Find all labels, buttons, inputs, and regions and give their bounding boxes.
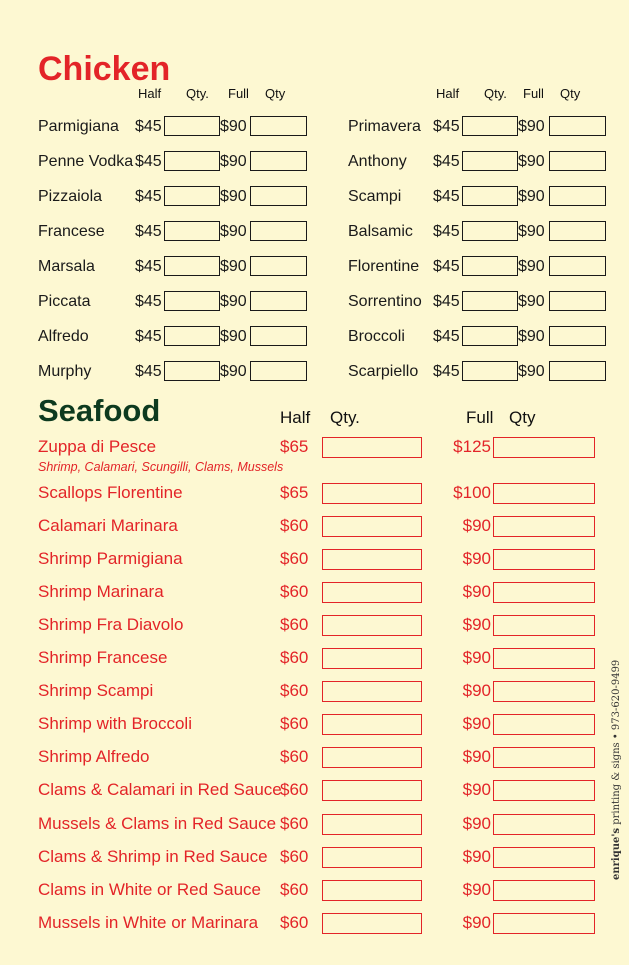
seafood-half-qty-box[interactable]	[322, 516, 422, 537]
chicken-full-qty-box[interactable]	[549, 221, 606, 241]
seafood-item-name: Shrimp Marinara	[38, 582, 164, 601]
chicken-header-full-right: Full	[523, 86, 544, 101]
chicken-half-price: $45	[433, 328, 460, 345]
chicken-item-name: Scampi	[348, 188, 402, 205]
chicken-item-name: Alfredo	[38, 328, 89, 345]
chicken-half-qty-box[interactable]	[462, 116, 518, 136]
printer-name: enrique's	[611, 827, 622, 880]
chicken-header-qty-right: Qty.	[484, 86, 507, 101]
chicken-half-price: $45	[433, 293, 460, 310]
seafood-item-name: Clams & Calamari in Red Sauce	[38, 780, 282, 799]
chicken-full-qty-box[interactable]	[549, 116, 606, 136]
chicken-item-name: Penne Vodka	[38, 153, 134, 170]
chicken-full-qty-box[interactable]	[549, 326, 606, 346]
seafood-header-qty: Qty.	[330, 408, 360, 427]
seafood-half-price: $60	[280, 549, 309, 568]
chicken-half-qty-box[interactable]	[462, 186, 518, 206]
chicken-full-price: $90	[220, 188, 247, 205]
seafood-full-price: $100	[453, 483, 491, 502]
chicken-half-price: $45	[135, 223, 162, 240]
seafood-full-price: $90	[462, 880, 491, 899]
seafood-full-qty-box[interactable]	[493, 880, 595, 901]
seafood-full-price: $90	[462, 516, 491, 535]
seafood-full-price: $90	[462, 747, 491, 766]
chicken-item-name: Scarpiello	[348, 363, 419, 380]
seafood-full-qty-box[interactable]	[493, 747, 595, 768]
chicken-item-name: Broccoli	[348, 328, 405, 345]
chicken-half-qty-box[interactable]	[164, 116, 220, 136]
seafood-full-qty-box[interactable]	[493, 780, 595, 801]
chicken-half-qty-box[interactable]	[164, 151, 220, 171]
seafood-full-price: $90	[462, 847, 491, 866]
chicken-item-name: Sorrentino	[348, 293, 422, 310]
seafood-half-qty-box[interactable]	[322, 483, 422, 504]
seafood-item-name: Clams in White or Red Sauce	[38, 880, 261, 899]
seafood-item-name: Mussels in White or Marinara	[38, 913, 259, 932]
chicken-full-qty-box[interactable]	[549, 256, 606, 276]
chicken-full-qty-box[interactable]	[549, 186, 606, 206]
chicken-half-price: $45	[135, 363, 162, 380]
seafood-full-qty-box[interactable]	[493, 582, 595, 603]
chicken-half-price: $45	[433, 258, 460, 275]
seafood-half-price: $60	[280, 681, 309, 700]
seafood-half-qty-box[interactable]	[322, 847, 422, 868]
seafood-full-qty-box[interactable]	[493, 814, 595, 835]
chicken-full-price: $90	[518, 188, 545, 205]
chicken-full-price: $90	[220, 118, 247, 135]
chicken-full-qty-box[interactable]	[549, 151, 606, 171]
chicken-half-qty-box[interactable]	[462, 151, 518, 171]
chicken-full-price: $90	[518, 363, 545, 380]
seafood-full-qty-box[interactable]	[493, 615, 595, 636]
seafood-full-qty-box[interactable]	[493, 714, 595, 735]
chicken-half-price: $45	[433, 153, 460, 170]
seafood-full-price: $90	[462, 681, 491, 700]
seafood-half-price: $60	[280, 582, 309, 601]
seafood-full-qty-box[interactable]	[493, 648, 595, 669]
chicken-half-qty-box[interactable]	[164, 291, 220, 311]
chicken-full-qty-box[interactable]	[250, 116, 307, 136]
seafood-item-name: Shrimp Parmigiana	[38, 549, 183, 568]
seafood-half-price: $60	[280, 780, 309, 799]
chicken-full-qty-box[interactable]	[250, 326, 307, 346]
chicken-full-price: $90	[518, 328, 545, 345]
seafood-half-qty-box[interactable]	[322, 913, 422, 934]
chicken-item-name: Murphy	[38, 363, 92, 380]
seafood-full-qty-box[interactable]	[493, 483, 595, 504]
seafood-half-qty-box[interactable]	[322, 681, 422, 702]
chicken-header-half-right: Half	[436, 86, 460, 101]
chicken-half-qty-box[interactable]	[462, 361, 518, 381]
seafood-header-half: Half	[280, 408, 311, 427]
seafood-half-qty-box[interactable]	[322, 648, 422, 669]
seafood-full-qty-box[interactable]	[493, 913, 595, 934]
seafood-half-price: $60	[280, 648, 309, 667]
seafood-item-name: Clams & Shrimp in Red Sauce	[38, 847, 268, 866]
seafood-header-full: Full	[466, 408, 494, 427]
seafood-full-price: $125	[453, 437, 491, 456]
chicken-half-qty-box[interactable]	[462, 326, 518, 346]
chicken-full-price: $90	[518, 258, 545, 275]
chicken-full-price: $90	[518, 118, 545, 135]
chicken-full-price: $90	[220, 258, 247, 275]
chicken-half-price: $45	[135, 258, 162, 275]
seafood-item-name: Zuppa di Pesce	[38, 437, 157, 456]
chicken-header-full-left: Full	[228, 86, 249, 101]
chicken-half-price: $45	[433, 118, 460, 135]
chicken-full-qty-box[interactable]	[250, 256, 307, 276]
chicken-full-price: $90	[220, 363, 247, 380]
chicken-header-qty-left: Qty.	[186, 86, 209, 101]
seafood-full-price: $90	[462, 615, 491, 634]
chicken-full-price: $90	[518, 293, 545, 310]
seafood-header-qty2: Qty	[509, 408, 536, 427]
seafood-half-qty-box[interactable]	[322, 814, 422, 835]
chicken-item-name: Balsamic	[348, 223, 413, 240]
seafood-half-qty-box[interactable]	[322, 880, 422, 901]
seafood-half-qty-box[interactable]	[322, 582, 422, 603]
chicken-half-price: $45	[433, 188, 460, 205]
seafood-half-price: $60	[280, 615, 309, 634]
seafood-half-price: $60	[280, 814, 309, 833]
chicken-half-price: $45	[433, 363, 460, 380]
chicken-half-price: $45	[135, 118, 162, 135]
seafood-half-price: $60	[280, 880, 309, 899]
chicken-half-price: $45	[135, 188, 162, 205]
chicken-half-qty-box[interactable]	[164, 186, 220, 206]
chicken-full-price: $90	[220, 153, 247, 170]
printer-credit	[611, 660, 622, 880]
chicken-item-name: Florentine	[348, 258, 420, 275]
chicken-header-qty2-right: Qty	[560, 86, 581, 101]
chicken-full-qty-box[interactable]	[250, 221, 307, 241]
chicken-half-qty-box[interactable]	[164, 221, 220, 241]
chicken-full-qty-box[interactable]	[549, 291, 606, 311]
chicken-item-name: Pizzaiola	[38, 188, 103, 205]
chicken-item-name: Marsala	[38, 258, 95, 275]
chicken-item-name: Anthony	[348, 153, 407, 170]
seafood-full-price: $90	[462, 582, 491, 601]
chicken-full-qty-box[interactable]	[549, 361, 606, 381]
seafood-full-price: $90	[462, 913, 491, 932]
chicken-full-qty-box[interactable]	[250, 291, 307, 311]
chicken-half-qty-box[interactable]	[462, 291, 518, 311]
seafood-item-name: Shrimp Francese	[38, 648, 168, 667]
printer-details: printing & signs • 973-620-9499	[611, 659, 622, 828]
seafood-half-qty-box[interactable]	[322, 780, 422, 801]
seafood-item-name: Shrimp with Broccoli	[38, 714, 192, 733]
chicken-half-qty-box[interactable]	[164, 361, 220, 381]
seafood-full-qty-box[interactable]	[493, 437, 595, 458]
seafood-half-qty-box[interactable]	[322, 549, 422, 570]
chicken-full-qty-box[interactable]	[250, 151, 307, 171]
seafood-half-price: $60	[280, 747, 309, 766]
chicken-full-qty-box[interactable]	[250, 186, 307, 206]
chicken-half-price: $45	[135, 153, 162, 170]
seafood-full-qty-box[interactable]	[493, 681, 595, 702]
chicken-item-name: Francese	[38, 223, 105, 240]
seafood-full-price: $90	[462, 814, 491, 833]
chicken-full-price: $90	[220, 328, 247, 345]
seafood-half-price: $60	[280, 847, 309, 866]
chicken-half-qty-box[interactable]	[462, 256, 518, 276]
seafood-full-qty-box[interactable]	[493, 847, 595, 868]
chicken-half-qty-box[interactable]	[164, 326, 220, 346]
chicken-item-name: Primavera	[348, 118, 421, 135]
seafood-full-price: $90	[462, 780, 491, 799]
chicken-full-price: $90	[220, 293, 247, 310]
chicken-full-price: $90	[518, 223, 545, 240]
chicken-title: Chicken	[38, 50, 171, 88]
seafood-half-qty-box[interactable]	[322, 747, 422, 768]
seafood-half-price: $60	[280, 714, 309, 733]
chicken-half-qty-box[interactable]	[462, 221, 518, 241]
chicken-half-price: $45	[135, 328, 162, 345]
chicken-full-qty-box[interactable]	[250, 361, 307, 381]
seafood-item-name: Shrimp Scampi	[38, 681, 154, 700]
seafood-half-price: $65	[280, 437, 309, 456]
seafood-half-price: $60	[280, 516, 309, 535]
chicken-header-qty2-left: Qty	[265, 86, 286, 101]
zuppa-description: Shrimp, Calamari, Scungilli, Clams, Mussels	[38, 460, 284, 474]
seafood-item-name: Shrimp Fra Diavolo	[38, 615, 184, 634]
seafood-half-price: $65	[280, 483, 309, 502]
seafood-half-qty-box[interactable]	[322, 615, 422, 636]
chicken-half-price: $45	[433, 223, 460, 240]
seafood-item-name: Scallops Florentine	[38, 483, 183, 502]
seafood-item-name: Shrimp Alfredo	[38, 747, 150, 766]
seafood-item-name: Mussels & Clams in Red Sauce	[38, 814, 277, 833]
chicken-item-name: Piccata	[38, 293, 91, 310]
seafood-full-price: $90	[462, 549, 491, 568]
seafood-full-price: $90	[462, 648, 491, 667]
chicken-header-half-left: Half	[138, 86, 162, 101]
chicken-half-qty-box[interactable]	[164, 256, 220, 276]
seafood-half-qty-box[interactable]	[322, 714, 422, 735]
chicken-full-price: $90	[220, 223, 247, 240]
chicken-half-price: $45	[135, 293, 162, 310]
seafood-half-qty-box[interactable]	[322, 437, 422, 458]
seafood-full-qty-box[interactable]	[493, 516, 595, 537]
chicken-full-price: $90	[518, 153, 545, 170]
seafood-full-price: $90	[462, 714, 491, 733]
seafood-full-qty-box[interactable]	[493, 549, 595, 570]
seafood-item-name: Calamari Marinara	[38, 516, 178, 535]
chicken-item-name: Parmigiana	[38, 118, 119, 135]
seafood-title: Seafood	[38, 393, 161, 428]
seafood-half-price: $60	[280, 913, 309, 932]
